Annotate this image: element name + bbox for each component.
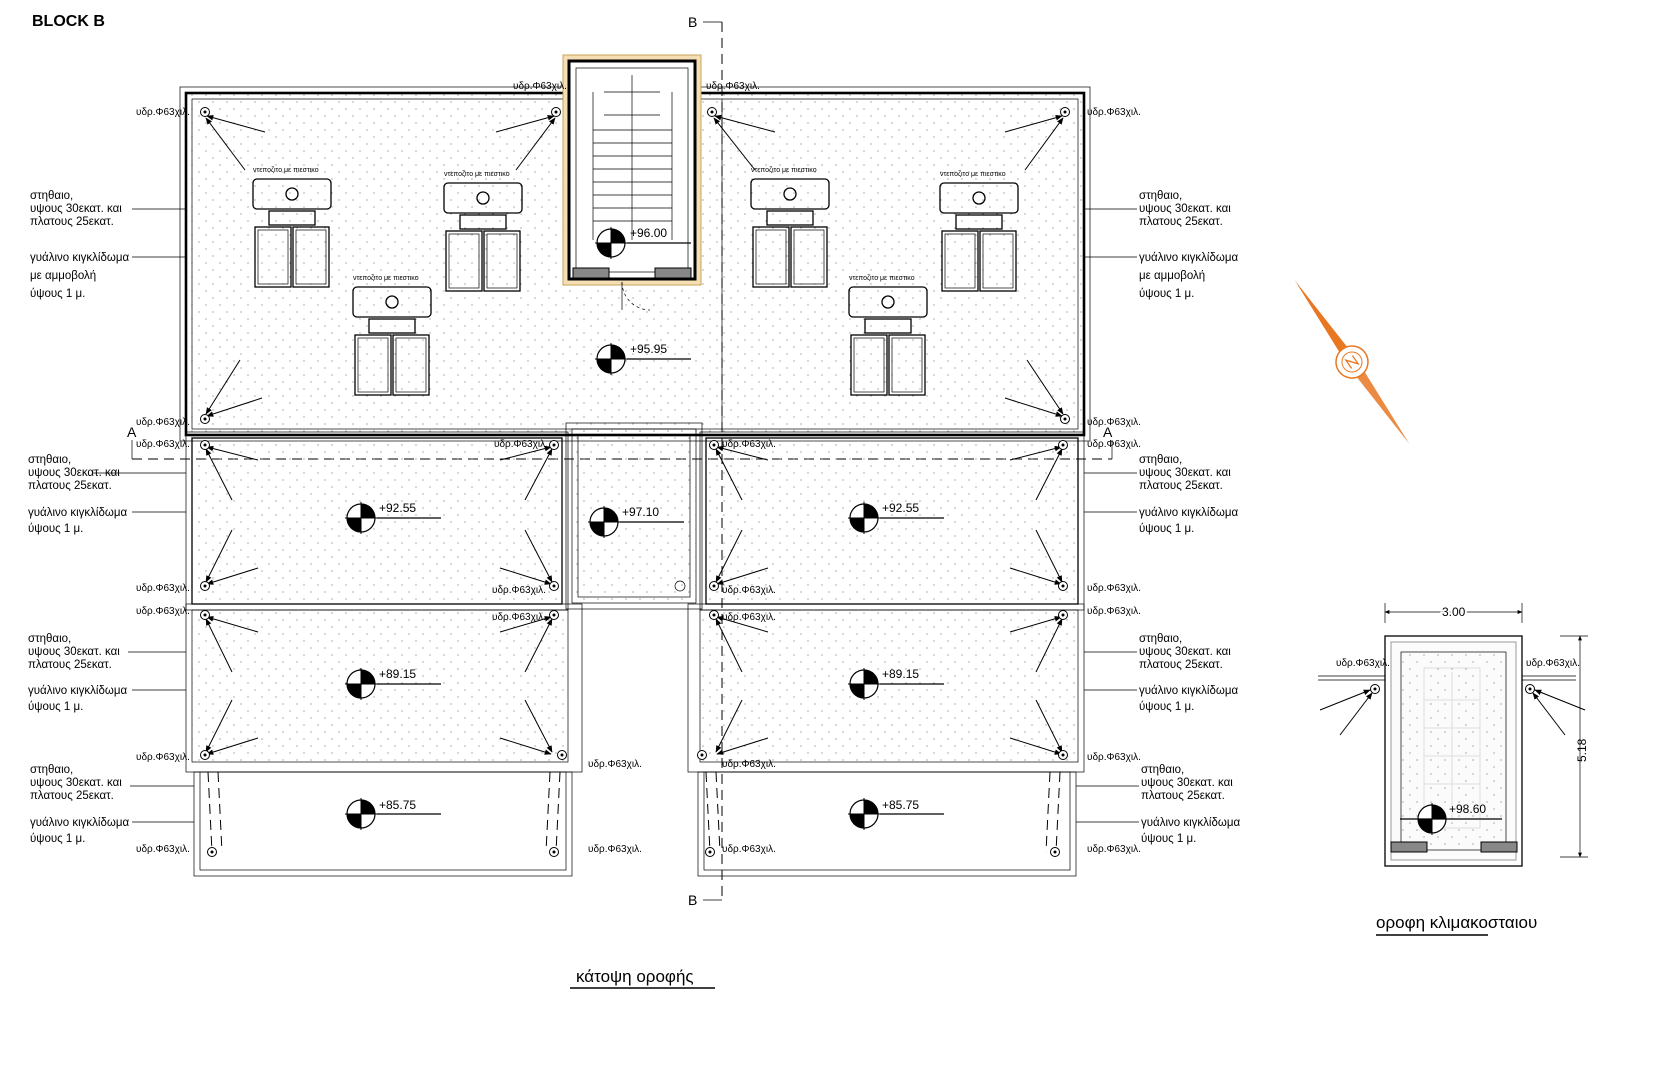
stair-roof-caption: οροφη κλιμακοσταιου	[1376, 913, 1538, 932]
heater-label: ντεποζιτο με πιεστικο	[444, 171, 510, 178]
level-terrace-mid-left: +89.15	[379, 667, 417, 681]
level-terrace-lower-left: +85.75	[379, 798, 417, 812]
railing-note-right-1: γυάλινο κιγκλίδωμα με αμμοβολή ύψους 1 μ.	[1139, 252, 1239, 300]
parapet-note-left-2: στηθαιο, υψους 30εκατ. και πλατους 25εκατ.	[28, 454, 120, 492]
drain-label: υδρ.Φ63χιλ.	[722, 612, 776, 623]
railing-note-left-4: γυάλινο κιγκλίδωμα ύψους 1 μ.	[30, 817, 130, 845]
parapet-note-left-4: στηθαιο, υψους 30εκατ. και πλατους 25εκατ.	[30, 764, 122, 802]
section-mark-a-left: A	[127, 424, 137, 440]
terrace-upper-left	[186, 432, 568, 610]
drain-label: υδρ.Φ63χιλ.	[136, 752, 190, 763]
drain-label: υδρ.Φ63χιλ.	[1087, 752, 1141, 763]
drain-label: υδρ.Φ63χιλ.	[1526, 658, 1580, 669]
railing-note-left-3: γυάλινο κιγκλίδωμα ύψους 1 μ.	[28, 685, 128, 713]
terrace-lower-right	[698, 772, 1076, 876]
drain-label: υδρ.Φ63χιλ.	[136, 107, 190, 118]
level-stair-landing: +97.10	[622, 505, 660, 519]
drain-label: υδρ.Φ63χιλ.	[1087, 583, 1141, 594]
heater-label: ντεποζιτο με πιεστικο	[353, 275, 419, 282]
dimension-depth: 5.18	[1575, 738, 1589, 762]
drain-label: υδρ.Φ63χιλ.	[136, 583, 190, 594]
heater-label: ντεποζιτο με πιεστικο	[253, 167, 319, 174]
level-stair-top: +96.00	[630, 226, 668, 240]
parapet-note-right-1: στηθαιο, υψους 30εκατ. και πλατους 25εκατ.	[1139, 190, 1231, 228]
heater-label: ντεποζιτο με πιεστικο	[849, 275, 915, 282]
level-terrace-upper-right: +92.55	[882, 501, 920, 515]
railing-note-right-3: γυάλινο κιγκλίδωμα ύψους 1 μ.	[1139, 685, 1239, 713]
drain-label: υδρ.Φ63χιλ.	[722, 759, 776, 770]
dimension-width: 3.00	[1442, 605, 1466, 619]
drain-label: υδρ.Φ63χιλ.	[1087, 107, 1141, 118]
drain-label: υδρ.Φ63χιλ.	[1087, 417, 1141, 428]
stair-roof-detail	[1318, 603, 1589, 866]
level-terrace-upper-left: +92.55	[379, 501, 417, 515]
section-mark-b-top: B	[688, 14, 698, 30]
drain-label: υδρ.Φ63χιλ.	[492, 612, 546, 623]
drain-label: υδρ.Φ63χιλ.	[136, 844, 190, 855]
terrace-mid-left	[186, 604, 582, 772]
parapet-note-left-1: στηθαιο, υψους 30εκατ. και πλατους 25εκατ.	[30, 190, 122, 228]
drain-label: υδρ.Φ63χιλ.	[722, 439, 776, 450]
level-stair-roof: +98.60	[1449, 802, 1487, 816]
railing-note-left-2: γυάλινο κιγκλίδωμα ύψους 1 μ.	[28, 507, 128, 535]
right-annotations	[1076, 190, 1240, 845]
level-terrace-lower-right: +85.75	[882, 798, 920, 812]
drain-label: υδρ.Φ63χιλ.	[588, 759, 642, 770]
drain-label: υδρ.Φ63χιλ.	[136, 439, 190, 450]
terrace-upper-right	[700, 432, 1084, 610]
level-roof: +95.95	[630, 342, 668, 356]
drain-label: υδρ.Φ63χιλ.	[722, 844, 776, 855]
drain-label: υδρ.Φ63χιλ.	[588, 844, 642, 855]
drain-label: υδρ.Φ63χιλ.	[492, 585, 546, 596]
parapet-note-right-3: στηθαιο, υψους 30εκατ. και πλατους 25εκατ.	[1139, 633, 1231, 671]
terrace-lower-left	[194, 772, 572, 876]
drain-label: υδρ.Φ63χιλ.	[1087, 606, 1141, 617]
parapet-note-right-4: στηθαιο, υψους 30εκατ. και πλατους 25εκατ.	[1141, 764, 1233, 802]
railing-note-right-4: γυάλινο κιγκλίδωμα ύψους 1 μ.	[1141, 817, 1241, 845]
stair-core	[563, 55, 701, 310]
drain-label: υδρ.Φ63χιλ.	[706, 81, 760, 92]
left-annotations	[28, 190, 194, 845]
drain-label: υδρ.Φ63χιλ.	[722, 585, 776, 596]
drain-label: υδρ.Φ63χιλ.	[1087, 439, 1141, 450]
drain-label: υδρ.Φ63χιλ.	[494, 439, 548, 450]
drain-label: υδρ.Φ63χιλ.	[513, 81, 567, 92]
heater-label: ντεποζιτο με πιεστικο	[940, 171, 1006, 178]
section-mark-a-right: A	[1103, 424, 1113, 440]
drain-label: υδρ.Φ63χιλ.	[1087, 844, 1141, 855]
parapet-note-left-3: στηθαιο, υψους 30εκατ. και πλατους 25εκατ.	[28, 633, 120, 671]
heater-label: ντεποζιτο με πιεστικο	[751, 167, 817, 174]
block-title: BLOCK B	[32, 13, 105, 30]
drain-label: υδρ.Φ63χιλ.	[136, 606, 190, 617]
drain-label: υδρ.Φ63χιλ.	[136, 417, 190, 428]
railing-note-right-2: γυάλινο κιγκλίδωμα ύψους 1 μ.	[1139, 507, 1239, 535]
north-arrow-icon	[1282, 271, 1423, 453]
drain-label: υδρ.Φ63χιλ.	[1336, 658, 1390, 669]
section-mark-b-bottom: B	[688, 892, 698, 908]
terrace-mid-right	[688, 604, 1084, 772]
level-terrace-mid-right: +89.15	[882, 667, 920, 681]
parapet-note-right-2: στηθαιο, υψους 30εκατ. και πλατους 25εκατ.	[1139, 454, 1231, 492]
main-plan-caption: κάτοψη οροφής	[576, 967, 694, 986]
railing-note-left-1: γυάλινο κιγκλίδωμα με αμμοβολή ύψους 1 μ.	[30, 252, 130, 300]
